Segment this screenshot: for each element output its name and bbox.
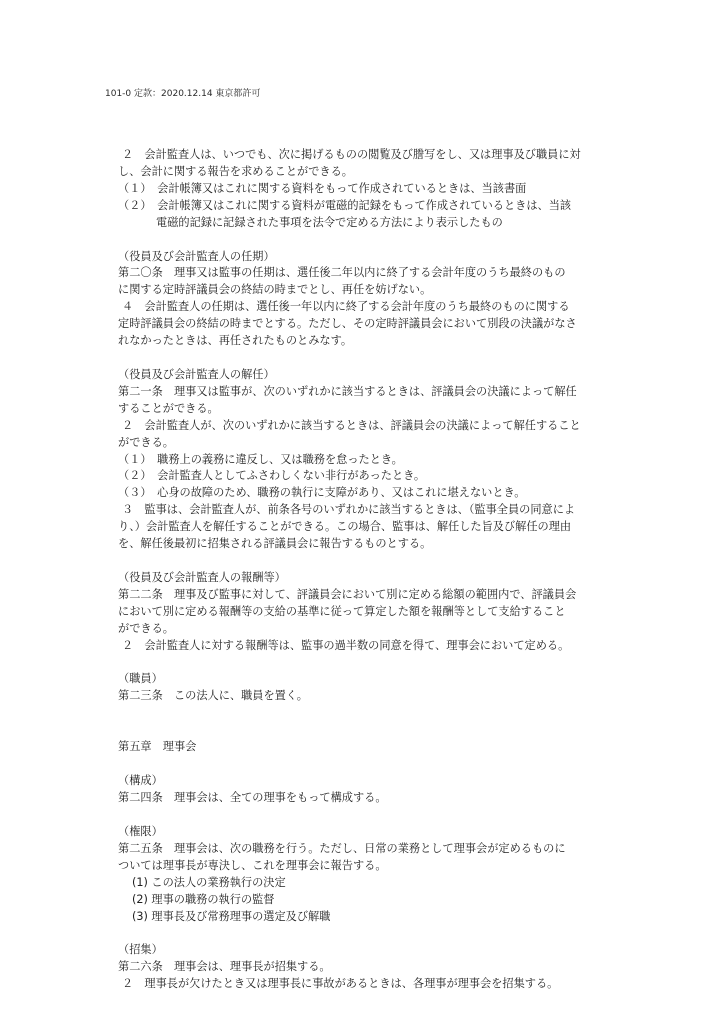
article-line: 第二六条 理事会は、理事長が招集する。 xyxy=(118,960,331,974)
list-item: (1) この法人の業務執行の決定 xyxy=(132,875,286,889)
text-line: ついては理事長が専決し、これを理事会に報告する。 xyxy=(118,858,387,872)
document-body xyxy=(118,147,618,993)
text-line: （１） 会計帳簿又はこれに関する資料をもって作成されているときは、当該書面 xyxy=(118,181,527,195)
section-heading: （役員及び会計監査人の解任） xyxy=(118,367,275,381)
article-line: 第二二条 理事及び監事に対して、評議員会において別に定める総額の範囲内で、評議員会 xyxy=(118,587,577,601)
text-line: 電磁的記録に記録された事項を法令で定める方法により表示したもの xyxy=(156,215,503,229)
article-line: 第二一条 理事又は監事が、次のいずれかに該当するときは、評議員会の決議によって解任 xyxy=(118,384,577,398)
section-heading: （役員及び会計監査人の報酬等） xyxy=(118,570,286,584)
section-heading: （権限） xyxy=(118,825,163,838)
text-line: り、）会計監査人を解任することができる。この場合、監事は、解任した旨及び解任の理由 xyxy=(118,520,572,534)
text-line: ２ 理事長が欠けたとき又は理事長に事故があるときは、各理事が理事会を招集する。 xyxy=(122,977,559,991)
section-heading: （職員） xyxy=(118,672,163,686)
text-line: ２ 会計監査人は、いつでも、次に掲げるものの閲覧及び謄写をし、又は理事及び職員に対 xyxy=(122,148,581,161)
chapter-heading: 第五章 理事会 xyxy=(118,740,197,754)
text-line: ２ 会計監査人が、次のいずれかに該当するときは、評議員会の決議によって解任すること xyxy=(122,418,581,432)
article-line: 第二〇条 理事又は監事の任期は、選任後二年以内に終了する会計年度のうち最終のもの xyxy=(118,266,566,280)
list-item: (2) 理事の職務の執行の監督 xyxy=(132,892,275,906)
text-line: ３ 監事は、会計監査人が、前条各号のいずれかに該当するときは、（監事全員の同意によ xyxy=(122,503,576,517)
list-item: （１） 職務上の義務に違反し、又は職務を怠ったとき。 xyxy=(118,452,403,466)
list-item: (3) 理事長及び常務理事の選定及び解職 xyxy=(132,909,331,923)
text-line: ができる。 xyxy=(118,435,174,449)
text-line: を、解任後最初に招集される評議員会に報告するものとする。 xyxy=(118,537,432,551)
article-line: 第二三条 この法人に、職員を置く。 xyxy=(118,689,308,703)
section-heading: （役員及び会計監査人の任期） xyxy=(118,249,275,263)
list-item: （３） 心身の故障のため、職務の執行に支障があり、又はこれに堪えないとき。 xyxy=(118,486,526,500)
text-line: れなかったときは、再任されたものとみなす。 xyxy=(118,334,353,348)
section-heading: （構成） xyxy=(118,774,163,788)
article-line: 第二四条 理事会は、全ての理事をもって構成する。 xyxy=(118,791,387,805)
text-line: ２ 会計監査人に対する報酬等は、監事の過半数の同意を得て、理事会において定める。 xyxy=(122,638,570,652)
text-line: ができる。 xyxy=(118,621,174,635)
text-line: し、会計に関する報告を求めることができる。 xyxy=(118,164,353,178)
text-line: （２） 会計帳簿又はこれに関する資料が電磁的記録をもって作成されているときは、当該 xyxy=(118,198,572,212)
article-line: 第二五条 理事会は、次の職務を行う。ただし、日常の業務として理事会が定めるものに xyxy=(118,841,566,855)
section-heading: （招集） xyxy=(118,943,163,957)
text-line: ４ 会計監査人の任期は、選任後一年以内に終了する会計年度のうち最終のものに関する xyxy=(122,300,570,314)
text-line: に関する定時評議員会の終結の時までとし、再任を妨げない。 xyxy=(118,283,432,297)
document-header: 101-0 定款：2020.12.14 東京都許可 xyxy=(105,89,261,99)
text-line: することができる。 xyxy=(118,401,219,415)
text-line: において別に定める報酬等の支給の基準に従って算定した額を報酬等として支給すること xyxy=(118,604,566,618)
list-item: （２） 会計監査人としてふさわしくない非行があったとき。 xyxy=(118,469,426,483)
text-line: 定時評議員会の終結の時までとする。ただし、その定時評議員会において別段の決議がなさ xyxy=(118,317,577,331)
